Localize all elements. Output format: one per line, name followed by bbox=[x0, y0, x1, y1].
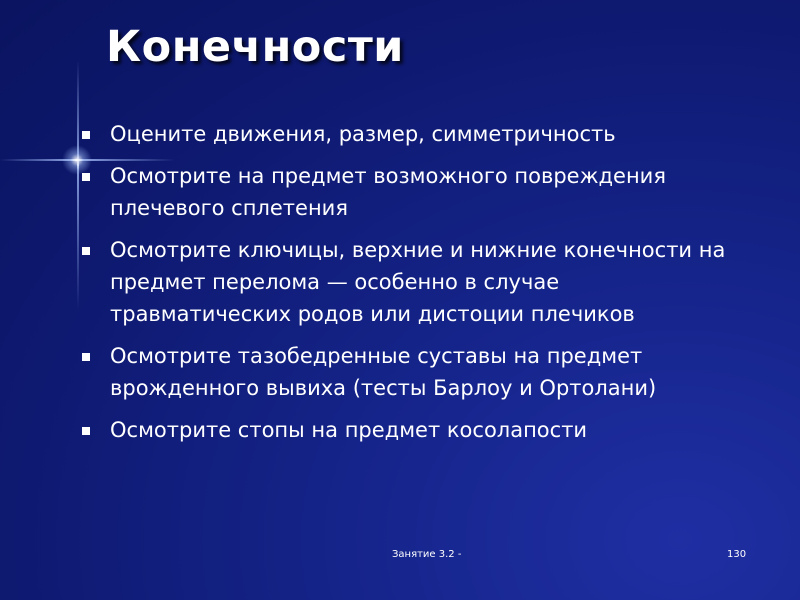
bullet-list bbox=[0, 118, 800, 456]
bullet-text: Осмотрите ключицы, верхние и нижние конечности на предмет перелома — особенно в случае травматических родов или дистоции плечиков bbox=[110, 238, 726, 326]
square-bullet-icon bbox=[82, 247, 90, 255]
bullet-text: Оцените движения, размер, симметричность bbox=[110, 122, 616, 146]
slide-title: Конечности bbox=[106, 22, 404, 72]
square-bullet-icon bbox=[82, 353, 90, 361]
square-bullet-icon bbox=[82, 427, 90, 435]
bullet-item bbox=[110, 340, 740, 404]
square-bullet-icon bbox=[82, 131, 90, 139]
bullet-item bbox=[110, 160, 740, 224]
bullet-text: Осмотрите стопы на предмет косолапости bbox=[110, 418, 588, 442]
bullet-text: Осмотрите на предмет возможного повреждения плечевого сплетения bbox=[110, 164, 666, 220]
square-bullet-icon bbox=[82, 173, 90, 181]
footer-lesson-label: Занятие 3.2 - bbox=[392, 549, 462, 560]
bullet-item bbox=[110, 414, 740, 446]
bullet-item bbox=[110, 234, 740, 330]
bullet-item bbox=[110, 118, 740, 150]
bullet-text: Осмотрите тазобедренные суставы на предмет врожденного вывиха (тесты Барлоу и Ортолани) bbox=[110, 344, 657, 400]
footer-page-number: 130 bbox=[727, 549, 747, 560]
